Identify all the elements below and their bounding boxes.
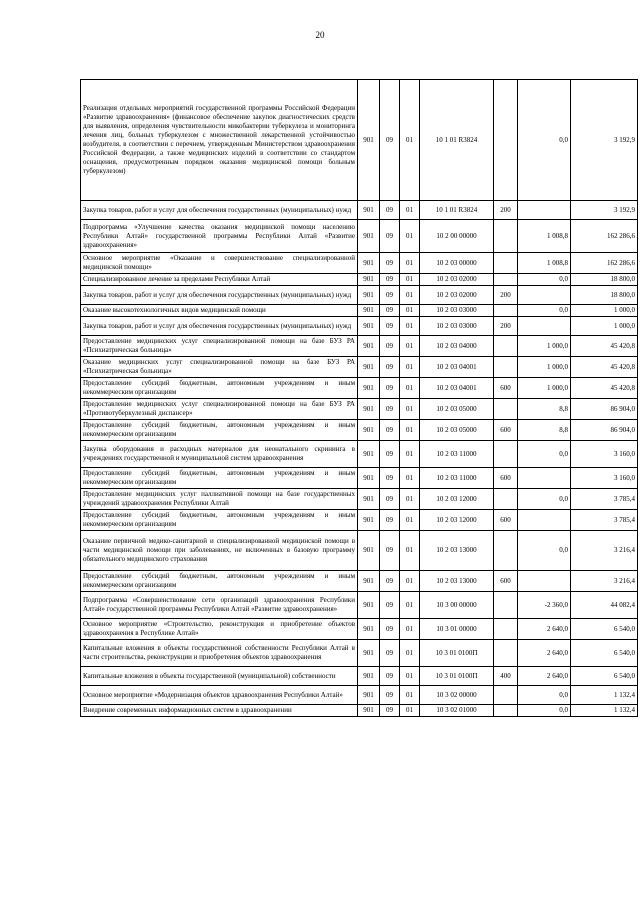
total-amount-cell: 45 420,8 (571, 357, 638, 378)
ved-code-cell: 901 (358, 686, 380, 705)
target-article-cell: 10 2 03 03000 (420, 305, 494, 317)
subsection-code-cell: 01 (400, 441, 420, 468)
row-name-cell: Оказание высокотехнологичных видов медицинской помощи (81, 305, 358, 317)
expense-type-cell: 200 (494, 286, 518, 305)
ved-code-cell: 901 (358, 286, 380, 305)
section-code-cell: 09 (380, 336, 400, 357)
ved-code-cell: 901 (358, 305, 380, 317)
subsection-code-cell: 01 (400, 305, 420, 317)
expense-type-cell (494, 489, 518, 510)
ved-code-cell: 901 (358, 336, 380, 357)
change-amount-cell: 2 640,0 (518, 640, 571, 667)
target-article-cell: 10 3 02 00000 (420, 686, 494, 705)
ved-code-cell: 901 (358, 468, 380, 489)
table-row (81, 80, 638, 201)
expense-type-cell: 600 (494, 510, 518, 531)
target-article-cell: 10 2 03 00000 (420, 253, 494, 274)
total-amount-cell: 86 904,0 (571, 420, 638, 441)
target-article-cell: 10 3 02 01000 (420, 705, 494, 717)
section-code-cell: 09 (380, 80, 400, 201)
change-amount-cell: 0,0 (518, 441, 571, 468)
ved-code-cell: 901 (358, 592, 380, 619)
row-name-cell: Основное мероприятие «Модернизация объектов здравоохранения Республики Алтай» (81, 686, 358, 705)
expense-type-cell (494, 531, 518, 571)
total-amount-cell: 18 800,0 (571, 286, 638, 305)
page-number: 20 (315, 30, 325, 40)
ved-code-cell: 901 (358, 399, 380, 420)
target-article-cell: 10 3 00 00000 (420, 592, 494, 619)
change-amount-cell (518, 201, 571, 220)
section-code-cell: 09 (380, 305, 400, 317)
ved-code-cell: 901 (358, 80, 380, 201)
target-article-cell: 10 2 03 03000 (420, 317, 494, 336)
target-article-cell: 10 2 03 05000 (420, 399, 494, 420)
total-amount-cell: 1 000,0 (571, 305, 638, 317)
table-row (81, 441, 638, 468)
table-row (81, 286, 638, 305)
row-name-cell: Реализация отдельных мероприятий государственной программы Российской Федерации «Развитие здравоохранения» (финансовое обеспечение закупок диагностических средств для выявления, определения чувствительности микобактерии туберкулеза и мониторинга лечения лиц, больных туберкулезом с множественной лекарственной устойчивостью возбудителя, в соответствии с перечнем, утвержденным Министерством здравоохранения Российской Федерации, а также медицинских изделий в соответствии со стандартом оснащения, предусмотренным порядком оказания медицинской помощи больным туберкулезом) (81, 80, 358, 201)
row-name-cell: Предоставление субсидий бюджетным, автономным учреждениям и иным некоммерческим организациям (81, 510, 358, 531)
row-name-cell: Предоставление субсидий бюджетным, автономным учреждениям и иным некоммерческим организациям (81, 468, 358, 489)
target-article-cell: 10 2 03 13000 (420, 531, 494, 571)
total-amount-cell: 1 132,4 (571, 705, 638, 717)
change-amount-cell: 1 000,0 (518, 357, 571, 378)
target-article-cell: 10 1 01 R3824 (420, 201, 494, 220)
row-name-cell: Подпрограмма «Совершенствование сети организаций здравоохранения Республики Алтай» государственной программы Республики Алтай «Развитие здравоохранения» (81, 592, 358, 619)
section-code-cell: 09 (380, 201, 400, 220)
table-row (81, 619, 638, 640)
target-article-cell: 10 2 03 04001 (420, 378, 494, 399)
target-article-cell: 10 3 01 0100П (420, 667, 494, 686)
section-code-cell: 09 (380, 667, 400, 686)
table-row (81, 531, 638, 571)
total-amount-cell: 1 132,4 (571, 686, 638, 705)
expense-type-cell: 600 (494, 420, 518, 441)
target-article-cell: 10 2 03 11000 (420, 468, 494, 489)
ved-code-cell: 901 (358, 253, 380, 274)
target-article-cell: 10 2 03 12000 (420, 489, 494, 510)
section-code-cell: 09 (380, 441, 400, 468)
expense-type-cell (494, 253, 518, 274)
expense-type-cell (494, 220, 518, 253)
ved-code-cell: 901 (358, 571, 380, 592)
row-name-cell: Капитальные вложения в объекты государственной собственности Республики Алтай в части строительства, реконструкции и приобретения объектов здравоохранения (81, 640, 358, 667)
ved-code-cell: 901 (358, 378, 380, 399)
expense-type-cell (494, 619, 518, 640)
total-amount-cell: 3 785,4 (571, 510, 638, 531)
change-amount-cell (518, 317, 571, 336)
row-name-cell: Предоставление медицинских услуг паллиативной помощи на базе государственных учреждений здравоохранения Республики Алтай (81, 489, 358, 510)
section-code-cell: 09 (380, 378, 400, 399)
total-amount-cell: 6 540,0 (571, 619, 638, 640)
table-row (81, 640, 638, 667)
row-name-cell: Предоставление медицинских услуг специализированной помощи на базе БУЗ РА «Противотуберкулезный диспансер» (81, 399, 358, 420)
change-amount-cell: 8,8 (518, 399, 571, 420)
change-amount-cell: 0,0 (518, 489, 571, 510)
change-amount-cell: 1 008,8 (518, 253, 571, 274)
section-code-cell: 09 (380, 399, 400, 420)
row-name-cell: Основное мероприятие «Оказание и совершенствование специализированной медицинской помощи» (81, 253, 358, 274)
total-amount-cell: 162 286,6 (571, 253, 638, 274)
section-code-cell: 09 (380, 640, 400, 667)
section-code-cell: 09 (380, 420, 400, 441)
row-name-cell: Основное мероприятие «Строительство, реконструкция и приобретение объектов здравоохранения в Республике Алтай» (81, 619, 358, 640)
total-amount-cell: 3 216,4 (571, 531, 638, 571)
section-code-cell: 09 (380, 705, 400, 717)
table-row (81, 510, 638, 531)
row-name-cell: Оказание первичной медико-санитарной и специализированной медицинской помощи в части медицинской помощи при заболеваниях, не включенных в базовую программу обязательного медицинского страхования (81, 531, 358, 571)
change-amount-cell: 0,0 (518, 686, 571, 705)
budget-table-body (81, 80, 638, 717)
total-amount-cell: 3 160,0 (571, 468, 638, 489)
row-name-cell: Предоставление медицинских услуг специализированной помощи на базе БУЗ РА «Психиатрическая больница» (81, 336, 358, 357)
total-amount-cell: 3 192,9 (571, 80, 638, 201)
subsection-code-cell: 01 (400, 640, 420, 667)
change-amount-cell (518, 468, 571, 489)
ved-code-cell: 901 (358, 274, 380, 286)
subsection-code-cell: 01 (400, 378, 420, 399)
expense-type-cell (494, 592, 518, 619)
subsection-code-cell: 01 (400, 220, 420, 253)
table-row (81, 468, 638, 489)
table-row (81, 274, 638, 286)
ved-code-cell: 901 (358, 441, 380, 468)
change-amount-cell: 2 640,0 (518, 667, 571, 686)
row-name-cell: Предоставление субсидий бюджетным, автономным учреждениям и иным некоммерческим организациям (81, 420, 358, 441)
subsection-code-cell: 01 (400, 619, 420, 640)
section-code-cell: 09 (380, 571, 400, 592)
target-article-cell: 10 2 03 02000 (420, 286, 494, 305)
total-amount-cell: 1 000,0 (571, 317, 638, 336)
ved-code-cell: 901 (358, 531, 380, 571)
table-row (81, 220, 638, 253)
table-row (81, 317, 638, 336)
section-code-cell: 09 (380, 489, 400, 510)
subsection-code-cell: 01 (400, 468, 420, 489)
ved-code-cell: 901 (358, 420, 380, 441)
change-amount-cell (518, 510, 571, 531)
subsection-code-cell: 01 (400, 399, 420, 420)
ved-code-cell: 901 (358, 619, 380, 640)
change-amount-cell (518, 286, 571, 305)
table-row (81, 420, 638, 441)
subsection-code-cell: 01 (400, 336, 420, 357)
section-code-cell: 09 (380, 686, 400, 705)
row-name-cell: Подпрограмма «Улучшение качества оказания медицинской помощи населению Республики Алтай» государственной программы Республики Алтай «Развитие здравоохранения» (81, 220, 358, 253)
expense-type-cell (494, 399, 518, 420)
target-article-cell: 10 2 03 04000 (420, 336, 494, 357)
section-code-cell: 09 (380, 220, 400, 253)
ved-code-cell: 901 (358, 489, 380, 510)
ved-code-cell: 901 (358, 357, 380, 378)
section-code-cell: 09 (380, 317, 400, 336)
table-row (81, 489, 638, 510)
row-name-cell: Предоставление субсидий бюджетным, автономным учреждениям и иным некоммерческим организациям (81, 378, 358, 399)
section-code-cell: 09 (380, 531, 400, 571)
total-amount-cell: 86 904,0 (571, 399, 638, 420)
table-row (81, 592, 638, 619)
subsection-code-cell: 01 (400, 80, 420, 201)
ved-code-cell: 901 (358, 705, 380, 717)
ved-code-cell: 901 (358, 317, 380, 336)
subsection-code-cell: 01 (400, 686, 420, 705)
change-amount-cell: 2 640,0 (518, 619, 571, 640)
expense-type-cell (494, 305, 518, 317)
subsection-code-cell: 01 (400, 286, 420, 305)
target-article-cell: 10 2 03 13000 (420, 571, 494, 592)
expense-type-cell (494, 686, 518, 705)
change-amount-cell: 1 000,0 (518, 378, 571, 399)
expense-type-cell (494, 336, 518, 357)
section-code-cell: 09 (380, 286, 400, 305)
table-row (81, 686, 638, 705)
subsection-code-cell: 01 (400, 571, 420, 592)
subsection-code-cell: 01 (400, 510, 420, 531)
table-row (81, 305, 638, 317)
expense-type-cell: 600 (494, 468, 518, 489)
section-code-cell: 09 (380, 468, 400, 489)
expense-type-cell: 600 (494, 378, 518, 399)
table-row (81, 705, 638, 717)
section-code-cell: 09 (380, 510, 400, 531)
expense-type-cell (494, 705, 518, 717)
total-amount-cell: 45 420,8 (571, 378, 638, 399)
change-amount-cell: 0,0 (518, 531, 571, 571)
row-name-cell: Капитальные вложения в объекты государственной (муниципальной) собственности (81, 667, 358, 686)
table-row (81, 201, 638, 220)
target-article-cell: 10 2 00 00000 (420, 220, 494, 253)
target-article-cell: 10 2 03 11000 (420, 441, 494, 468)
subsection-code-cell: 01 (400, 667, 420, 686)
section-code-cell: 09 (380, 253, 400, 274)
subsection-code-cell: 01 (400, 420, 420, 441)
expense-type-cell: 600 (494, 571, 518, 592)
change-amount-cell: 0,0 (518, 305, 571, 317)
expense-type-cell (494, 640, 518, 667)
total-amount-cell: 3 160,0 (571, 441, 638, 468)
budget-table (80, 79, 638, 717)
change-amount-cell (518, 571, 571, 592)
target-article-cell: 10 3 01 0100П (420, 640, 494, 667)
total-amount-cell: 18 800,0 (571, 274, 638, 286)
section-code-cell: 09 (380, 357, 400, 378)
subsection-code-cell: 01 (400, 592, 420, 619)
row-name-cell: Закупка товаров, работ и услуг для обеспечения государственных (муниципальных) нужд (81, 286, 358, 305)
section-code-cell: 09 (380, 592, 400, 619)
table-row (81, 253, 638, 274)
subsection-code-cell: 01 (400, 489, 420, 510)
subsection-code-cell: 01 (400, 253, 420, 274)
total-amount-cell: 162 286,6 (571, 220, 638, 253)
subsection-code-cell: 01 (400, 201, 420, 220)
section-code-cell: 09 (380, 619, 400, 640)
table-row (81, 399, 638, 420)
table-row (81, 336, 638, 357)
ved-code-cell: 901 (358, 510, 380, 531)
subsection-code-cell: 01 (400, 357, 420, 378)
subsection-code-cell: 01 (400, 274, 420, 286)
target-article-cell: 10 2 03 04001 (420, 357, 494, 378)
expense-type-cell (494, 274, 518, 286)
row-name-cell: Оказание медицинских услуг специализированной помощи на базе БУЗ РА «Психиатрическая больница» (81, 357, 358, 378)
expense-type-cell: 400 (494, 667, 518, 686)
change-amount-cell: -2 360,0 (518, 592, 571, 619)
row-name-cell: Закупка товаров, работ и услуг для обеспечения государственных (муниципальных) нужд (81, 201, 358, 220)
target-article-cell: 10 2 03 02000 (420, 274, 494, 286)
row-name-cell: Закупка товаров, работ и услуг для обеспечения государственных (муниципальных) нужд (81, 317, 358, 336)
target-article-cell: 10 3 01 00000 (420, 619, 494, 640)
ved-code-cell: 901 (358, 201, 380, 220)
target-article-cell: 10 2 03 12000 (420, 510, 494, 531)
change-amount-cell: 1 000,0 (518, 336, 571, 357)
target-article-cell: 10 1 01 R3824 (420, 80, 494, 201)
total-amount-cell: 6 540,0 (571, 667, 638, 686)
change-amount-cell: 0,0 (518, 705, 571, 717)
subsection-code-cell: 01 (400, 317, 420, 336)
total-amount-cell: 44 082,4 (571, 592, 638, 619)
expense-type-cell (494, 80, 518, 201)
table-row (81, 357, 638, 378)
total-amount-cell: 3 192,9 (571, 201, 638, 220)
total-amount-cell: 45 420,8 (571, 336, 638, 357)
change-amount-cell: 8,8 (518, 420, 571, 441)
ved-code-cell: 901 (358, 667, 380, 686)
ved-code-cell: 901 (358, 220, 380, 253)
row-name-cell: Предоставление субсидий бюджетным, автономным учреждениям и иным некоммерческим организациям (81, 571, 358, 592)
change-amount-cell: 1 008,8 (518, 220, 571, 253)
subsection-code-cell: 01 (400, 705, 420, 717)
expense-type-cell: 200 (494, 317, 518, 336)
subsection-code-cell: 01 (400, 531, 420, 571)
total-amount-cell: 3 216,4 (571, 571, 638, 592)
row-name-cell: Закупка оборудования и расходных материалов для неонатального скрининга в учреждениях государственной и муниципальной систем здравоохранения (81, 441, 358, 468)
row-name-cell: Специализированное лечение за пределами Республики Алтай (81, 274, 358, 286)
total-amount-cell: 6 540,0 (571, 640, 638, 667)
expense-type-cell: 200 (494, 201, 518, 220)
target-article-cell: 10 2 03 05000 (420, 420, 494, 441)
ved-code-cell: 901 (358, 640, 380, 667)
expense-type-cell (494, 357, 518, 378)
table-row (81, 571, 638, 592)
change-amount-cell: 0,0 (518, 80, 571, 201)
row-name-cell: Внедрение современных информационных систем в здравоохранении (81, 705, 358, 717)
section-code-cell: 09 (380, 274, 400, 286)
change-amount-cell: 0,0 (518, 274, 571, 286)
total-amount-cell: 3 785,4 (571, 489, 638, 510)
table-row (81, 667, 638, 686)
expense-type-cell (494, 441, 518, 468)
table-row (81, 378, 638, 399)
